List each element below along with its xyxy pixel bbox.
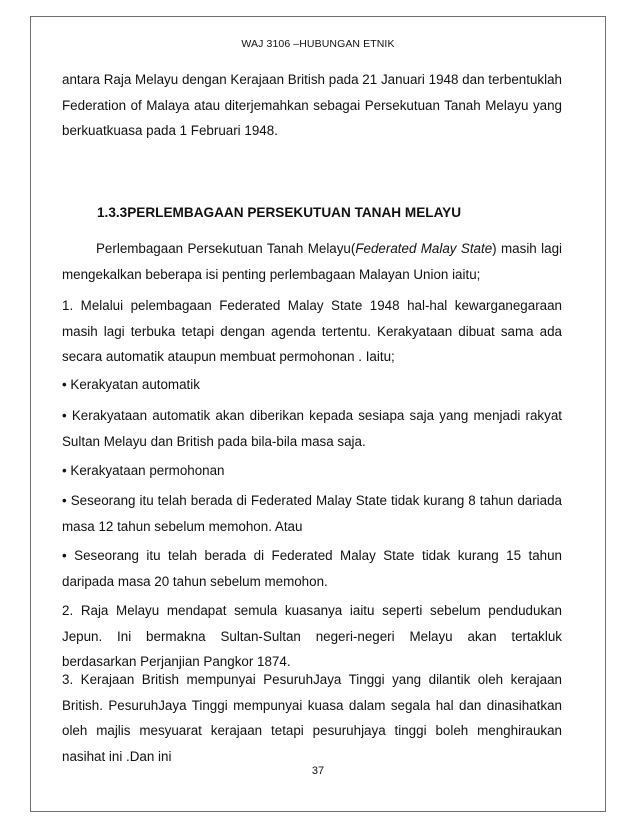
paragraph-intro: antara Raja Melayu dengan Kerajaan British pada 21 Januari 1948 dan terbentuklah Federation of Malaya atau diterjemahkan sebagai Persekutuan Tanah Melayu yang berkuatkuasa pada 1 Februari 1948. <box>62 72 562 138</box>
page-header: WAJ 3106 –HUBUNGAN ETNIK <box>241 38 395 50</box>
italic-term: Federated Malay State <box>355 241 493 256</box>
bullet-kerakyatan-automatik: • Kerakyatan automatik <box>62 377 200 392</box>
paragraph-text: ) masih lagi mengekalkan beberapa isi penting perlembagaan Malayan Union iaitu; <box>62 241 562 282</box>
page-number: 37 <box>311 765 325 777</box>
bullet-kerakyataan-permohonan: • Kerakyataan permohonan <box>62 463 225 478</box>
paragraph-point-2: 2. Raja Melayu mendapat semula kuasanya iaitu seperti sebelum pendudukan Jepun. Ini bermakna Sultan-Sultan negeri-negeri Melayu akan tertakluk berdasarkan Perjanjian Pangkor 1874. <box>62 603 562 669</box>
paragraph-point-1: 1. Melalui pelembagaan Federated Malay State 1948 hal-hal kewarganegaraan masih lagi terbuka tetapi dengan agenda tertentu. Kerakyataan dibuat sama ada secara automatik ataupun membuat permohonan . Iaitu; <box>62 298 562 364</box>
bullet-automatik-detail: • Kerakyataan automatik akan diberikan kepada sesiapa saja yang menjadi rakyat Sultan Melayu dan British pada bila-bila masa saja. <box>62 408 562 449</box>
bullet-permohonan-8-tahun: • Seseorang itu telah berada di Federated Malay State tidak kurang 8 tahun dariada masa 12 tahun sebelum memohon. Atau <box>62 493 562 534</box>
paragraph-point-3: 3. Kerajaan British mempunyai PesuruhJaya Tinggi yang dilantik oleh kerajaan British. PesuruhJaya Tinggi mempunyai kuasa dalam segala hal dan dinasihatkan oleh majlis mesyuarat kerajaan tetapi pesuruhjaya tinggi boleh menghiraukan nasihat ini .Dan ini <box>62 672 562 764</box>
section-heading: 1.3.3PERLEMBAGAAN PERSEKUTUAN TANAH MELAYU <box>97 205 462 220</box>
bullet-permohonan-15-tahun: • Seseorang itu telah berada di Federated Malay State tidak kurang 15 tahun daripada masa 20 tahun sebelum memohon. <box>62 548 562 589</box>
paragraph-text: Perlembagaan Persekutuan Tanah Melayu( <box>96 241 356 256</box>
paragraph-perlembagaan <box>62 236 562 287</box>
